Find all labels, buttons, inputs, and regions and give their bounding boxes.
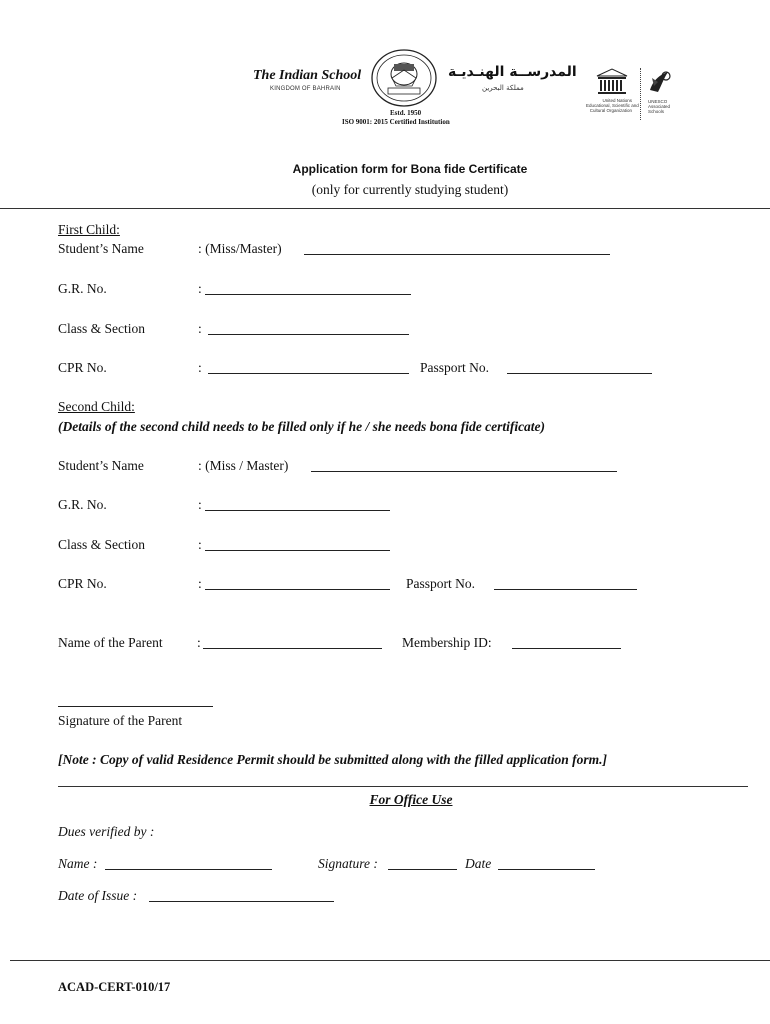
office-name-field[interactable] (105, 869, 272, 870)
gr-field-1[interactable] (205, 294, 411, 295)
class-field-1[interactable] (208, 334, 409, 335)
cpr-colon-2: : (198, 576, 202, 591)
membership-field[interactable] (512, 648, 621, 649)
arabic-kingdom: مملكة البحرين (482, 84, 524, 92)
iso-label: ISO 9001: 2015 Certified Institution (342, 118, 450, 126)
form-subtitle: (only for currently studying student) (311, 182, 509, 197)
footer-divider (10, 960, 770, 961)
parent-name-label: Name of the Parent (58, 635, 163, 650)
school-crest-logo (370, 48, 438, 108)
date-of-issue-label: Date of Issue : (58, 888, 138, 903)
office-use-heading: For Office Use (369, 792, 453, 807)
passport-field-1[interactable] (507, 373, 652, 374)
gr-colon-1: : (198, 281, 202, 296)
gr-label-1: G.R. No. (58, 281, 107, 296)
student-name-label-2: Student’s Name (58, 458, 144, 473)
second-child-heading: Second Child: (58, 399, 135, 414)
student-name-field-2[interactable] (311, 471, 617, 472)
dues-verified-label: Dues verified by : (58, 824, 155, 839)
unesco-temple-icon (595, 68, 629, 98)
kingdom-label: KINGDOM OF BAHRAIN (270, 86, 341, 92)
gr-label-2: G.R. No. (58, 497, 107, 512)
passport-field-2[interactable] (494, 589, 637, 590)
form-title: Application form for Bona fide Certificate (292, 162, 528, 176)
date-of-issue-field[interactable] (149, 901, 334, 902)
class-label-1: Class & Section (58, 321, 145, 336)
school-name: The Indian School (253, 68, 362, 83)
class-colon-2: : (198, 537, 202, 552)
cpr-label-1: CPR No. (58, 360, 107, 375)
class-colon-1: : (198, 321, 202, 336)
unesco-schools-icon (646, 68, 672, 96)
cpr-field-2[interactable] (205, 589, 390, 590)
office-name-label: Name : (58, 856, 98, 871)
parent-signature-field[interactable] (58, 706, 213, 707)
title-divider (0, 208, 770, 209)
gr-colon-2: : (198, 497, 202, 512)
first-child-heading: First Child: (58, 222, 120, 237)
form-code: ACAD-CERT-010/17 (58, 980, 171, 994)
gr-field-2[interactable] (205, 510, 390, 511)
arabic-school-name: المدرســة الهنـديـة (448, 64, 577, 80)
parent-signature-label: Signature of the Parent (58, 713, 183, 728)
office-signature-label: Signature : (318, 856, 378, 871)
parent-name-colon: : (197, 635, 201, 650)
student-name-prefix-1: : (Miss/Master) (198, 241, 282, 256)
office-signature-field[interactable] (388, 869, 457, 870)
second-child-note: (Details of the second child needs to be filled only if he / she needs bona fide certificate) (58, 419, 546, 434)
cpr-field-1[interactable] (208, 373, 409, 374)
passport-label-1: Passport No. (420, 360, 490, 375)
unesco-divider (640, 68, 641, 120)
residence-permit-note: [Note : Copy of valid Residence Permit should be submitted along with the filled application form.] (58, 752, 607, 767)
estd-label: Estd. 1950 (390, 109, 422, 117)
note-divider (58, 786, 748, 787)
parent-name-field[interactable] (203, 648, 382, 649)
unesco-schools-text: UNESCO Associated Schools (648, 99, 671, 114)
cpr-label-2: CPR No. (58, 576, 107, 591)
membership-label: Membership ID: (402, 635, 492, 650)
office-date-label: Date (465, 856, 492, 871)
class-field-2[interactable] (205, 550, 390, 551)
student-name-label-1: Student’s Name (58, 241, 144, 256)
unesco-org-text: United Nations Educational, Scientific and Cultural Organization (586, 98, 639, 113)
student-name-field-1[interactable] (304, 254, 610, 255)
class-label-2: Class & Section (58, 537, 145, 552)
passport-label-2: Passport No. (406, 576, 476, 591)
office-date-field[interactable] (498, 869, 595, 870)
cpr-colon-1: : (198, 360, 202, 375)
student-name-prefix-2: : (Miss / Master) (198, 458, 289, 473)
